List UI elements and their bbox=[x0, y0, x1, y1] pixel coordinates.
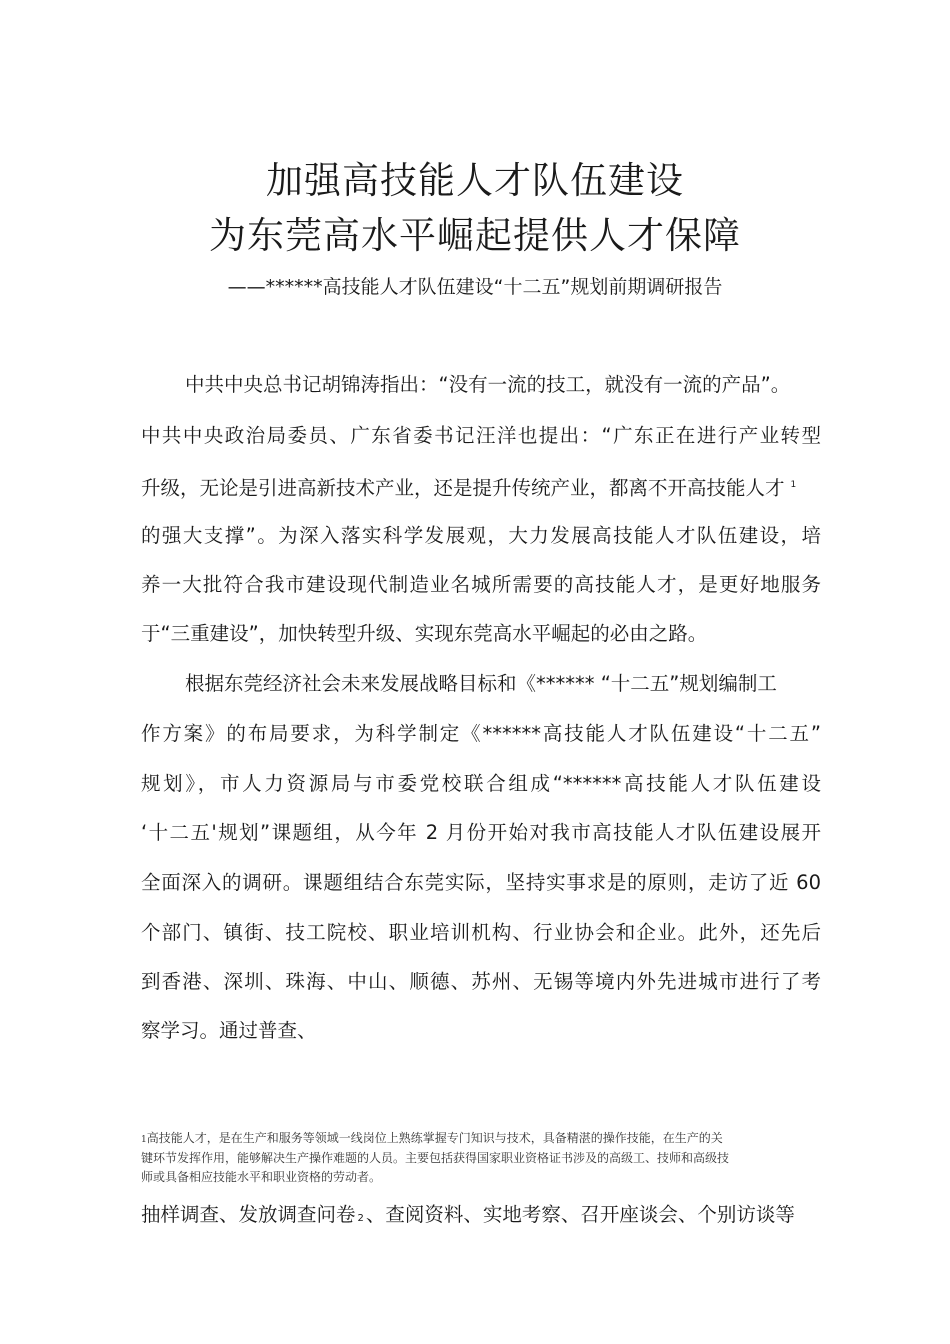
paragraph-2-line-4: ‘十二五'规划”课题组，从今年 2 月份开始对我市高技能人才队伍建设展开 bbox=[141, 821, 821, 844]
paragraph-2-line-5: 全面深入的调研。课题组结合东莞实际，坚持实事求是的原则，走访了近 60 bbox=[141, 871, 821, 894]
footnote-1-line-2: 键环节发挥作用，能够解决生产操作难题的人员。主要包括获得国家职业资格证书涉及的高级工、技师和高级技 bbox=[141, 1151, 730, 1165]
paragraph-1-line-6: 于“三重建设”，加快转型升级、实现东莞高水平崛起的必由之路。 bbox=[141, 622, 708, 645]
footnote-reference-2[interactable]: 2 bbox=[357, 1213, 364, 1224]
footnote-1-line-1 bbox=[141, 1128, 821, 1150]
paragraph-1-line-2: 中共中央政治局委员、广东省委书记汪洋也提出：“广东正在进行产业转型 bbox=[141, 424, 821, 447]
paragraph-1-line-4: 的强大支撑”。为深入落实科学发展观，大力发展高技能人才队伍建设，培 bbox=[141, 524, 821, 547]
footnote-1-text-line-1: 高技能人才，是在生产和服务等领域一线岗位上熟练掌握专门知识与技术，具备精湛的操作技能，在生产的关 bbox=[146, 1131, 723, 1145]
document-title-line-2: 为东莞高水平崛起提供人才保障 bbox=[209, 214, 741, 257]
continuation-text-after: 、查阅资料、实地考察、召开座谈会、个别访谈等 bbox=[365, 1203, 795, 1226]
continuation-text-before: 抽样调查、发放调查问卷 bbox=[141, 1203, 356, 1226]
paragraph-1-line-3 bbox=[141, 473, 821, 501]
paragraph-1-line-5: 养一大批符合我市建设现代制造业名城所需要的高技能人才，是更好地服务 bbox=[141, 573, 821, 596]
paragraph-2-line-8: 察学习。通过普查、 bbox=[141, 1019, 317, 1042]
continuation-line bbox=[141, 1203, 821, 1231]
document-subtitle: ——******高技能人才队伍建设“十二五”规划前期调研报告 bbox=[227, 276, 723, 298]
document-title-line-1: 加强高技能人才队伍建设 bbox=[266, 159, 684, 202]
footnote-1-line-3: 师或具备相应技能水平和职业资格的劳动者。 bbox=[141, 1170, 382, 1184]
paragraph-2-line-1: 根据东莞经济社会未来发展战略目标和《****** “十二五”规划编制工 bbox=[185, 672, 777, 695]
paragraph-2-line-2: 作方案》的布局要求，为科学制定《******高技能人才队伍建设“十二五” bbox=[141, 722, 821, 745]
paragraph-2-line-6: 个部门、镇街、技工院校、职业培训机构、行业协会和企业。此外，还先后 bbox=[141, 921, 821, 944]
footnote-reference-1[interactable]: 1 bbox=[790, 480, 797, 490]
paragraph-1-line-3-text: 升级，无论是引进高新技术产业，还是提升传统产业，都离不开高技能人才 bbox=[141, 476, 785, 500]
paragraph-1-line-1: 中共中央总书记胡锦涛指出：“没有一流的技工，就没有一流的产品”。 bbox=[185, 373, 791, 396]
paragraph-2-line-3: 规划》，市人力资源局与市委党校联合组成“******高技能人才队伍建设 bbox=[141, 772, 821, 795]
paragraph-2-line-7: 到香港、深圳、珠海、中山、顺德、苏州、无锡等境内外先进城市进行了考 bbox=[141, 970, 821, 993]
footnote-1-marker: 1 bbox=[141, 1135, 147, 1145]
